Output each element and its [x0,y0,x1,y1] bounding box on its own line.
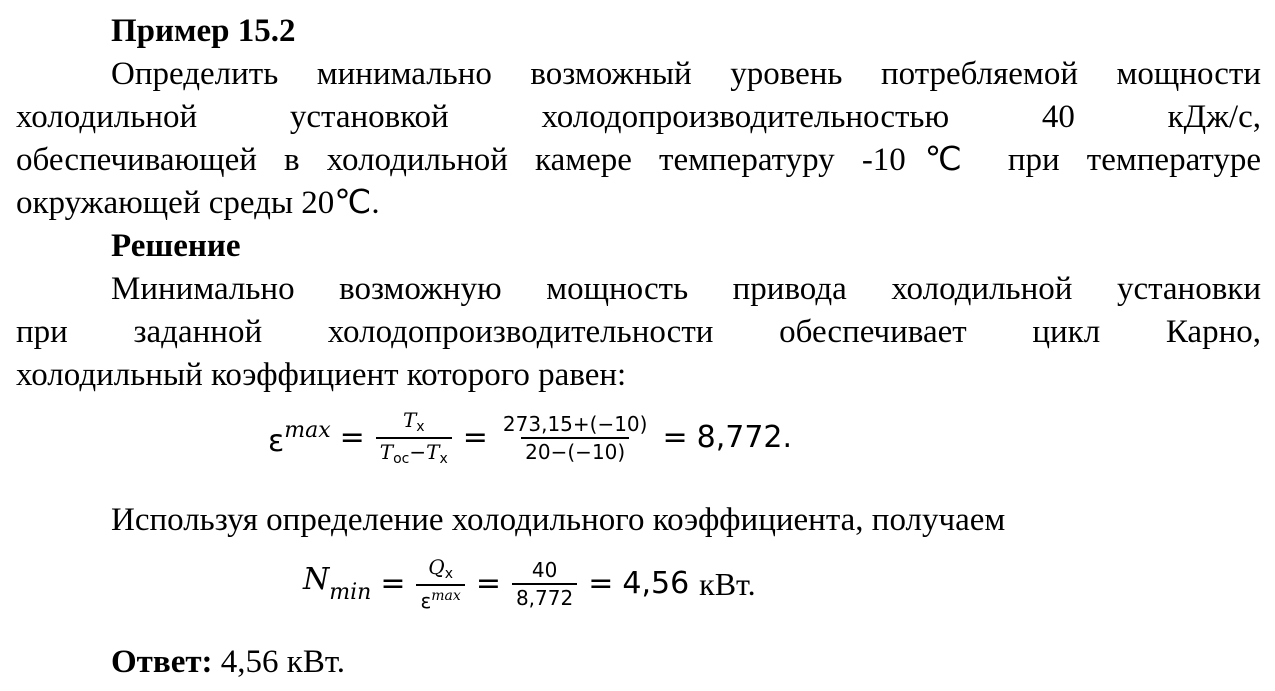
cop-result: 8,772. [696,420,793,455]
power-unit: кВт. [699,566,756,602]
equals-sign: = [462,420,488,455]
answer-line [111,641,1261,683]
cop-fraction-numeric: $\frac{273,15+(-10)}{20-(-10)}$ [502,412,648,464]
power-fraction-numeric: $\frac{40}{8,772}$ [512,560,577,608]
solution-line-3: холодильный коэффициент которого равен: [16,357,627,393]
problem-line-3: обеспечивающей в холодильной камере температуру -10℃ при температуре [16,142,1261,178]
power-formula [303,557,756,611]
power-symbol: $N_{min}$ [303,561,372,605]
answer-label: Ответ: [111,644,213,680]
solution-line-2: при заданной холодопроизводительности обеспечивает цикл Карно, [16,314,1261,350]
equals-sign: = [339,420,365,455]
answer-value: 4,56 кВт. [212,644,346,680]
cop-symbol: $\varepsilon^{max}$ [268,417,331,459]
cop-formula [268,410,792,466]
cop-fraction-symbolic: $\frac{T_х}{T_{ос}-T_х}$ [376,410,452,466]
problem-line-1: Определить минимально возможный уровень потребляемой мощности [111,56,1261,92]
power-result: 4,56 [622,566,690,601]
using-definition-line: Используя определение холодильного коэффициента, получаем [111,502,1006,538]
problem-line-4: окружающей среды 20℃. [16,185,380,221]
problem-line-2: холодильной установкой холодопроизводительностью 40 кДж/с, [16,99,1261,135]
equals-sign: = [475,566,501,601]
solution-line-1: Минимально возможную мощность привода холодильной установки [111,271,1261,307]
equals-sign: = [662,420,688,455]
equals-sign: = [380,566,406,601]
solution-heading: Решение [111,228,241,264]
example-title: Пример 15.2 [111,13,296,49]
power-fraction-symbolic: $\frac{Q_х}{\varepsilon^{max}}$ [416,557,464,611]
equals-sign: = [588,566,614,601]
